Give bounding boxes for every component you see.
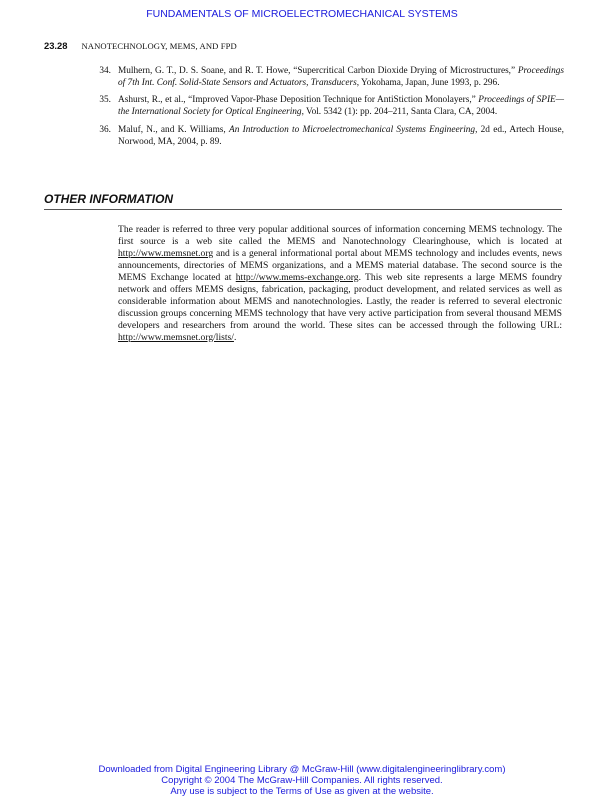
reference-details: , Yokohama, Japan, June 1993, p. 296. [356,77,500,88]
reference-item [99,66,564,89]
body-paragraph [118,224,562,344]
reference-number: 35. [99,95,111,106]
paragraph-text: The reader is referred to three very popular additional sources of information concerning MEMS technology. The first source is a web site called the MEMS and Nanotechnology Clearinghouse, which is located at [118,224,562,247]
reference-details: , 2d ed., Artech House, Norwood, MA, 2004, p. 89. [118,124,565,147]
page-footer [0,764,604,797]
reference-item [99,95,564,118]
reference-text: Ashurst, R., et al., “Improved Vapor-Phase Deposition Technique for AntiStiction Monolayers,” [118,95,479,106]
paragraph-text: . [233,331,237,343]
running-head [44,40,237,51]
footer-terms-line[interactable]: Any use is subject to the Terms of Use as given at the website. [170,786,434,797]
footer-copyright-line: Copyright © 2004 The McGraw-Hill Companies. All rights reserved. [161,775,443,786]
section-heading: OTHER INFORMATION [44,192,174,206]
paragraph-text: and is a general informational portal about MEMS technology and includes events, news announcements, directories of MEMS organizations, and a MEMS material database. The second source is the MEMS Exchange located at [118,247,562,283]
page-number: 23.28 [44,40,68,51]
reference-text: Maluf, N., and K. Williams, [118,124,230,135]
reference-source: An Introduction to Microelectromechanical Systems Engineering [229,124,476,135]
reference-details: , Vol. 5342 (1): pp. 204–211, Santa Clara, CA, 2004. [301,107,498,118]
paragraph-text: . This web site represents a large MEMS foundry network and offers MEMS designs, fabrication, packaging, product development, and related services as well as considerable information about MEMS and nanotechnologies. Lastly, the reader is referred to several electronic discussion groups concerning MEMS technology that have very active participation from several thousand MEMS developers and researchers from around the world. These sites can be accessed through the following URL: [118,271,562,331]
reference-number: 34. [99,66,111,76]
footer-download-line[interactable]: Downloaded from Digital Engineering Library @ McGraw-Hill (www.digitalengineeringlibrary.com) [98,764,506,775]
reference-list [99,66,565,154]
reference-item [99,124,565,148]
chapter-title: NANOTECHNOLOGY, MEMS, AND FPD [81,41,237,51]
reference-source: Proceedings of 7th Int. Conf. Solid-State Sensors and Actuators, Transducers [118,66,564,88]
reference-text: Mulhern, G. T., D. S. Soane, and R. T. Howe, “Supercritical Carbon Dioxide Drying of Microstructures,” [118,66,518,76]
reference-source: Proceedings of SPIE—the International Society for Optical Engineering [118,95,564,118]
memsnet-lists-link[interactable]: http://www.memsnet.org/lists/ [118,331,234,343]
book-title-banner: FUNDAMENTALS OF MICROELECTROMECHANICAL SYSTEMS [146,8,458,20]
reference-number: 36. [99,124,111,135]
mems-exchange-link[interactable]: http://www.mems-exchange.org [235,271,359,283]
section-divider [44,209,562,210]
memsnet-link[interactable]: http://www.memsnet.org [118,247,214,259]
